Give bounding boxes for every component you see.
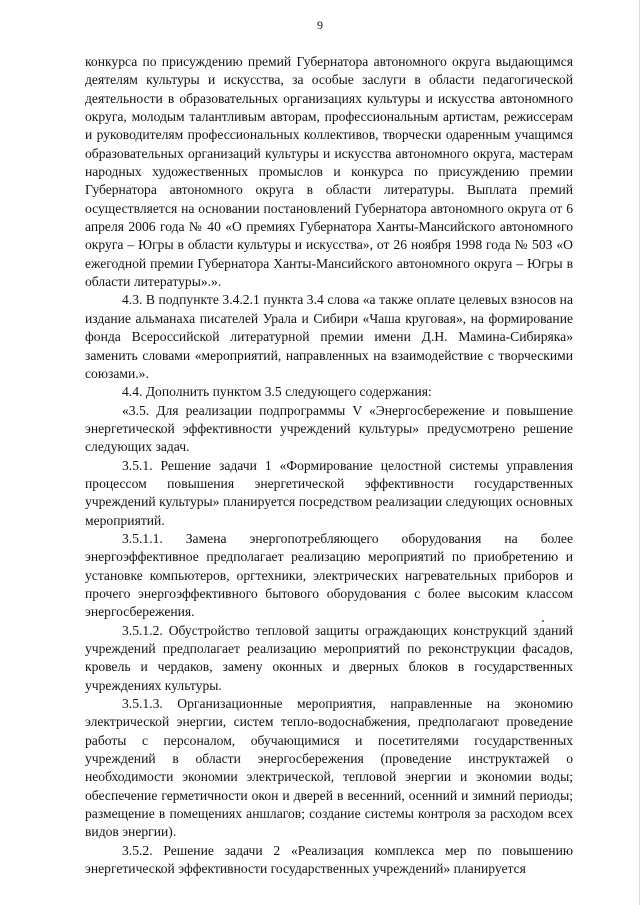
scan-speck (542, 620, 544, 622)
document-body (85, 53, 573, 878)
paragraph-3-5-1-3: 3.5.1.3. Организационные мероприятия, направленные на экономию электрической энергии, систем тепло-водоснабжения, предполагают проведение работы с персоналом, обучающимися и посетителями государственных учреждений в области энергосбережения (проведение инструктажей о необходимости экономии электрической, тепловой энергии и экономии воды; обеспечение герметичности окон и дверей в весенний, осенний и зимний периоды; размещение в помещениях аншлагов; создание системы контроля за расходом всех видов энергии). (85, 696, 573, 840)
paragraph-3-5: «3.5. Для реализации подпрограммы V «Энергосбережение и повышение энергетической эффективности учреждений культуры» предусмотрено решение следующих задач. (85, 402, 573, 455)
paragraph-continuation: конкурса по присуждению премий Губернатора автономного округа выдающимся деятелям культуры и искусства, за особые заслуги в области педагогической деятельности в образовательных организациях культуры и искусства автономного округа, молодым талантливым авторам, профессиональным артистам, режиссерам и руководителям профессиональных коллективов, творчески одаренным учащимся образовательных организаций культуры и искусства автономного округа, мастерам народных художественных промыслов и конкурса по присуждению премии Губернатора автономного округа в области литературы. Выплата премий осуществляется на основании постановлений Губернатора автономного округа от 6 апреля 2006 года № 40 «О премиях Губернатора Ханты-Мансийского автономного округа – Югры в области культуры и искусства», от 26 ноября 1998 года № 503 «О ежегодной премии Губернатора Ханты-Мансийского автономного округа – Югры в области литературы».». (85, 54, 573, 290)
paragraph-4-4: 4.4. Дополнить пунктом 3.5 следующего содержания: (122, 384, 432, 400)
page-number: 9 (317, 18, 323, 32)
paragraph-4-3: 4.3. В подпункте 3.4.2.1 пункта 3.4 слова «а также оплате целевых взносов на издание альманаха писателей Урала и Сибири «Чаша круговая», на формирование фонда Всероссийской литературной премии имени Д.Н. Мамина-Сибиряка» заменить словами «мероприятий, направленных на взаимодействие с творческими союзами.». (85, 292, 573, 381)
paragraph-3-5-1-2: 3.5.1.2. Обустройство тепловой защиты ограждающих конструкций зданий учреждений предполагает реализацию мероприятий по реконструкции фасадов, кровель и чердаков, замену оконных и дверных блоков в государственных учреждениях культуры. (85, 622, 573, 693)
paragraph-3-5-1-1: 3.5.1.1. Замена энергопотребляющего оборудования на более энергоэффективное предполагает реализацию мероприятий по приобретению и установке компьютеров, оргтехники, электрических нагревательных приборов и прочего энергоэффективного бытового оборудования с более высоким классом энергосбережения. (85, 530, 573, 620)
paragraph-3-5-2: 3.5.2. Решение задачи 2 «Реализация комплекса мер по повышению энергетической эффективности государственных учреждений» планируется (85, 842, 573, 877)
paragraph-3-5-1: 3.5.1. Решение задачи 1 «Формирование целостной системы управления процессом повышения энергетической эффективности государственных учреждений культуры» планируется посредством реализации следующих основных мероприятий. (85, 457, 573, 528)
